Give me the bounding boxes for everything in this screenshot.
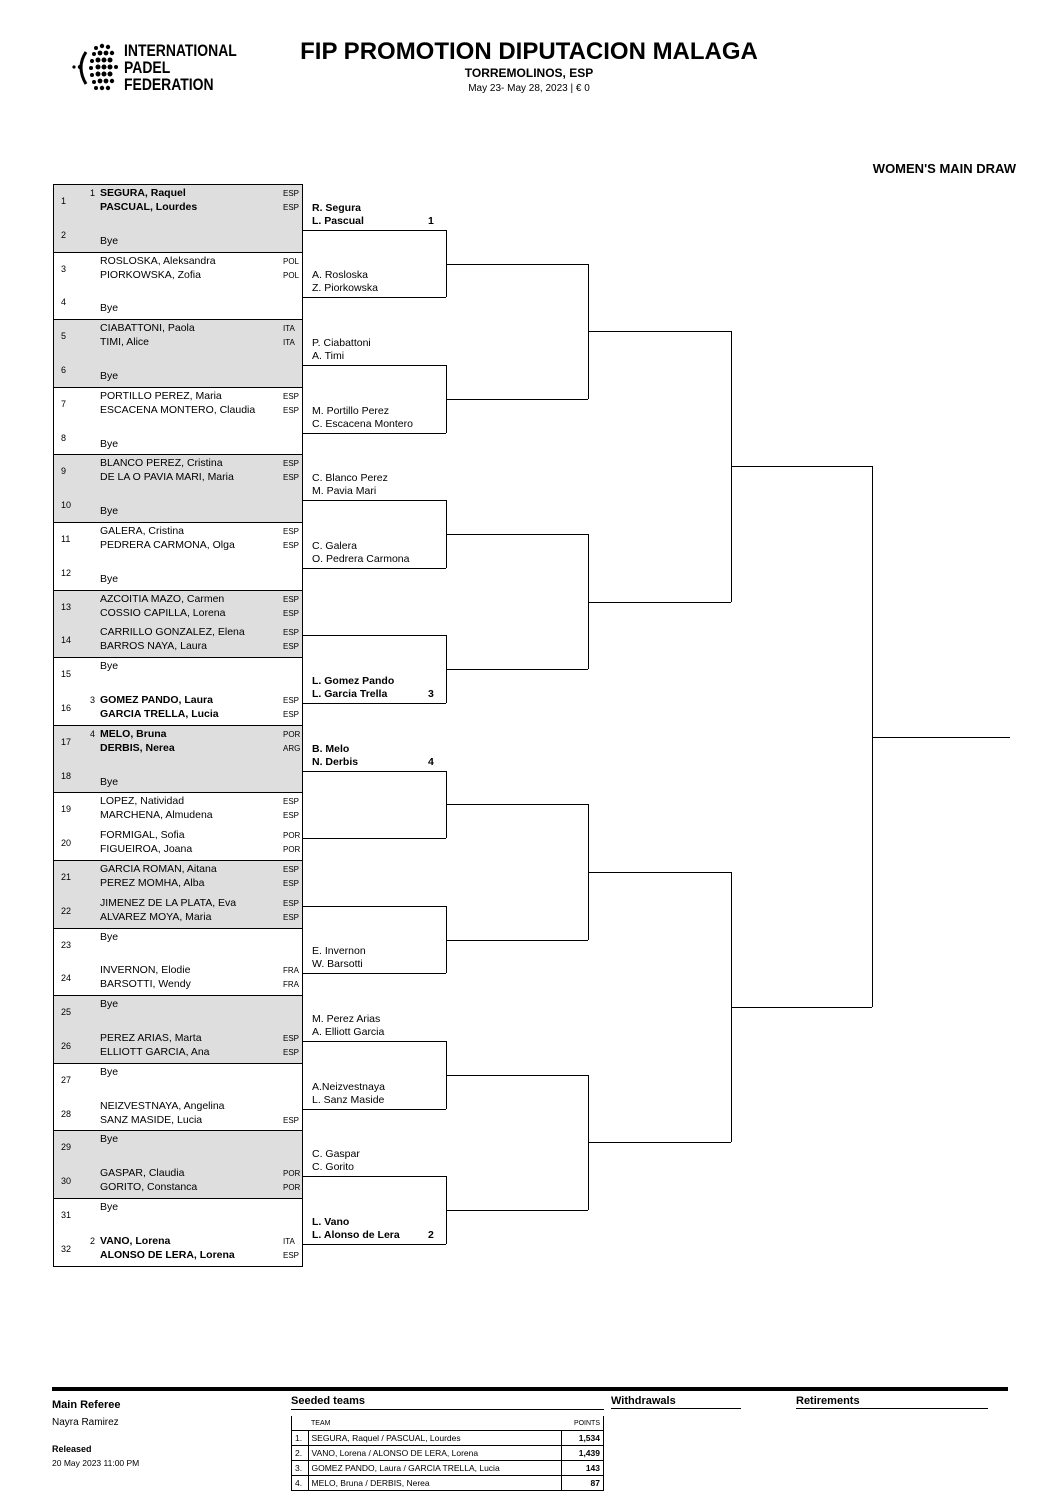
round1-seed: 3	[428, 688, 434, 700]
player-name: BLANCO PEREZ, Cristina	[100, 457, 223, 470]
logo-line: PADEL	[124, 58, 171, 77]
country-code: ESP	[283, 391, 300, 401]
player-name: Bye	[100, 1133, 119, 1146]
draw-position: 30	[61, 1176, 72, 1187]
draw-position: 29	[61, 1142, 72, 1153]
round1-team-line: A. Timi	[312, 350, 345, 362]
player-name: Bye	[100, 775, 119, 788]
round1-seed: 2	[428, 1228, 434, 1241]
draw-position: 23	[61, 939, 72, 950]
country-code: ESP	[283, 865, 300, 874]
seed-number: 1	[90, 188, 96, 198]
player-name: Bye	[100, 660, 119, 673]
draw-position: 6	[61, 365, 67, 375]
country-code: ITA	[283, 324, 295, 334]
draw-position: 13	[61, 601, 72, 612]
player-name: Bye	[100, 437, 119, 450]
draw-position: 11	[61, 534, 71, 544]
country-code: ESP	[283, 203, 300, 212]
country-code: ESP	[283, 541, 300, 550]
draw-position: 4	[61, 297, 67, 308]
country-code: ESP	[283, 642, 300, 652]
player-name: Bye	[100, 302, 119, 315]
player-name: DE LA O PAVIA MARI, Maria	[100, 471, 234, 484]
bracket-line	[303, 838, 446, 839]
country-code: ESP	[283, 594, 300, 604]
seed-number: 4	[90, 728, 96, 739]
seed-number: 3	[90, 695, 96, 705]
bracket-line	[303, 500, 446, 501]
retirements-label: Retirements	[796, 1395, 860, 1407]
draw-position: 32	[61, 1243, 72, 1254]
player-name: PEREZ ARIAS, Marta	[100, 1032, 202, 1044]
bracket-line	[446, 1075, 588, 1076]
tournament-location: TORREMOLINOS, ESP	[464, 66, 594, 80]
player-name: ESCACENA MONTERO, Claudia	[100, 403, 256, 416]
bracket-line	[303, 703, 446, 704]
round1-team-line: A. Elliott Garcia	[312, 1026, 385, 1038]
player-name: TIMI, Alice	[100, 336, 150, 349]
round1-team-line: M. Perez Arias	[312, 1013, 381, 1025]
country-code: ITA	[283, 338, 295, 348]
bracket-line	[303, 1244, 446, 1245]
round1-team-line: C. Blanco Perez	[312, 472, 388, 485]
draw-position: 17	[61, 736, 72, 747]
seeded-points: 87	[561, 1476, 603, 1491]
country-code: POR	[283, 729, 301, 739]
country-code: ESP	[283, 473, 300, 483]
bracket-line	[588, 1142, 731, 1143]
country-code: ESP	[283, 811, 300, 821]
draw-position: 10	[61, 500, 72, 511]
bracket-line	[303, 230, 446, 231]
player-name: Bye	[100, 998, 119, 1011]
player-name: GALERA, Cristina	[100, 525, 185, 537]
player-name: AZCOITIA MAZO, Carmen	[100, 592, 225, 605]
country-code: ITA	[283, 1236, 295, 1246]
country-code: POR	[283, 1183, 301, 1193]
bracket-line	[446, 264, 588, 265]
footer-rule	[52, 1387, 1008, 1391]
bracket-line	[303, 973, 446, 974]
player-name: COSSIO CAPILLA, Lorena	[100, 606, 226, 619]
country-code: ESP	[283, 797, 300, 807]
draw-position: 26	[61, 1041, 72, 1051]
draw-position: 31	[61, 1210, 72, 1220]
draw-position: 20	[61, 838, 72, 849]
player-name: Bye	[100, 234, 119, 247]
seeded-header-row	[292, 1416, 604, 1431]
country-code: ESP	[283, 898, 300, 908]
player-name: Bye	[100, 370, 119, 382]
round1-team-line: E. Invernon	[312, 945, 366, 958]
round1-team-line: L. Pascual	[312, 214, 364, 227]
bracket-line	[303, 365, 446, 366]
seeded-header-team: TEAM	[311, 1419, 331, 1427]
country-code: ESP	[283, 1034, 300, 1043]
player-name: BARROS NAYA, Laura	[100, 640, 207, 653]
bracket-line	[731, 1007, 872, 1008]
seeded-rank: 1.	[292, 1431, 309, 1446]
round1-team-line: C. Gaspar	[312, 1148, 360, 1161]
seeded-label: Seeded teams	[291, 1395, 365, 1407]
draw-position: 18	[61, 770, 72, 781]
country-code: POR	[283, 1169, 301, 1179]
bracket-line	[303, 1176, 446, 1177]
draw-position: 25	[61, 1007, 72, 1018]
country-code: ESP	[283, 405, 300, 415]
country-code: ESP	[283, 710, 300, 719]
player-name: GORITO, Constanca	[100, 1181, 198, 1194]
bracket-line	[446, 804, 588, 805]
bracket-line	[588, 872, 731, 873]
player-name: GARCIA TRELLA, Lucia	[100, 708, 219, 720]
player-name: ELLIOTT GARCIA, Ana	[100, 1046, 210, 1058]
seeded-points: 1,534	[561, 1431, 603, 1446]
bracket-line	[303, 1041, 446, 1042]
referee-name: Nayra Ramirez	[52, 1417, 119, 1428]
player-name: Bye	[100, 1201, 119, 1213]
bracket-line	[303, 1109, 446, 1110]
bracket-line	[303, 433, 446, 434]
player-name: ROSLOSKA, Aleksandra	[100, 254, 216, 267]
draw-position: 19	[61, 804, 72, 815]
player-name: PEDRERA CARMONA, Olga	[100, 539, 235, 551]
round1-team-line: B. Melo	[312, 742, 350, 755]
country-code: ESP	[283, 527, 300, 536]
draw-name: WOMEN'S MAIN DRAW	[872, 161, 1016, 176]
player-name: SEGURA, Raquel	[100, 187, 186, 199]
round1-team-line: L. Vano	[312, 1215, 350, 1228]
logo-line: INTERNATIONAL	[124, 41, 237, 60]
country-code: POL	[283, 270, 300, 280]
withdrawals-label: Withdrawals	[611, 1395, 676, 1407]
player-name: Bye	[100, 572, 119, 585]
player-name: CIABATTONI, Paola	[100, 322, 195, 335]
bracket-line	[446, 399, 588, 400]
bracket-line	[446, 940, 588, 941]
retirements-rule	[796, 1408, 988, 1409]
country-code: FRA	[283, 966, 299, 976]
country-code: ESP	[283, 628, 300, 638]
draw-position: 2	[61, 229, 67, 240]
bracket-line	[303, 297, 446, 298]
country-code: ESP	[283, 1250, 300, 1260]
tournament-title: FIP PROMOTION DIPUTACION MALAGA	[300, 38, 758, 65]
round1-team-line: M. Pavia Mari	[312, 485, 377, 498]
country-code: ESP	[283, 696, 300, 705]
seeded-row	[292, 1476, 604, 1491]
player-name: Bye	[100, 930, 119, 943]
draw-position: 3	[61, 263, 67, 274]
bracket-line	[303, 635, 446, 636]
country-code: FRA	[283, 980, 299, 990]
player-name: PIORKOWSKA, Zofia	[100, 268, 201, 281]
round1-team-line: N. Derbis	[312, 755, 359, 768]
draw-position: 16	[61, 703, 72, 713]
draw-position: 9	[61, 466, 67, 477]
round1-team-line: O. Pedrera Carmona	[312, 552, 410, 565]
bracket-line	[872, 737, 1010, 738]
tournament-dates: May 23- May 28, 2023 | € 0	[468, 83, 590, 94]
bracket-line	[446, 534, 588, 535]
draw-position: 14	[61, 635, 72, 646]
country-code: ESP	[283, 459, 300, 469]
seeded-team: GOMEZ PANDO, Laura / GARCIA TRELLA, Lucia	[308, 1461, 561, 1476]
bracket-line	[731, 466, 872, 467]
player-name: MARCHENA, Almudena	[100, 809, 213, 822]
round1-team-line: L. Alonso de Lera	[312, 1228, 400, 1241]
round1-team-line: P. Ciabattoni	[312, 337, 371, 349]
player-name: SANZ MASIDE, Lucia	[100, 1113, 203, 1126]
player-name: GARCIA ROMAN, Aitana	[100, 863, 217, 875]
country-code: ESP	[283, 189, 300, 198]
seeded-team: VANO, Lorena / ALONSO DE LERA, Lorena	[308, 1446, 561, 1461]
seeded-rank: 2.	[292, 1446, 309, 1461]
seeded-rule	[291, 1409, 604, 1410]
player-name: NEIZVESTNAYA, Angelina	[100, 1099, 225, 1112]
player-name: PEREZ MOMHA, Alba	[100, 877, 205, 889]
seeded-row	[292, 1461, 604, 1476]
round1-seed: 1	[428, 214, 434, 227]
bracket-line	[588, 331, 731, 332]
seeded-row	[292, 1431, 604, 1446]
seeded-rank: 4.	[292, 1476, 309, 1491]
player-name: PORTILLO PEREZ, Maria	[100, 389, 222, 402]
bracket-line	[303, 771, 446, 772]
round1-team-line: C. Gorito	[312, 1161, 355, 1174]
released-label: Released	[52, 1444, 92, 1454]
player-name: GASPAR, Claudia	[100, 1167, 185, 1180]
player-name: CARRILLO GONZALEZ, Elena	[100, 626, 245, 639]
player-name: GOMEZ PANDO, Laura	[100, 694, 213, 706]
draw-position: 21	[61, 872, 72, 882]
seeded-table	[291, 1416, 604, 1491]
round1-team-line: Z. Piorkowska	[312, 282, 378, 295]
round1-team-line: C. Galera	[312, 539, 357, 552]
seeded-row	[292, 1446, 604, 1461]
referee-label: Main Referee	[52, 1399, 121, 1411]
player-name: FORMIGAL, Sofia	[100, 829, 185, 842]
draw-position: 27	[61, 1074, 72, 1085]
logo-line: FEDERATION	[124, 75, 214, 94]
draw-position: 22	[61, 905, 72, 916]
country-code: POR	[283, 831, 301, 841]
round1-team-line: L. Sanz Maside	[312, 1093, 385, 1106]
seeded-rank: 3.	[292, 1461, 309, 1476]
player-name: Bye	[100, 505, 119, 518]
player-name: ALVAREZ MOYA, Maria	[100, 910, 212, 923]
country-code: ARG	[283, 743, 301, 753]
player-name: DERBIS, Nerea	[100, 741, 175, 754]
round1-team-line: A. Rosloska	[312, 269, 369, 282]
player-name: INVERNON, Elodie	[100, 964, 191, 977]
draw-position: 5	[61, 331, 67, 342]
country-code: ESP	[283, 1115, 300, 1125]
player-name: BARSOTTI, Wendy	[100, 978, 191, 991]
draw-position: 12	[61, 567, 72, 578]
player-name: Bye	[100, 1065, 119, 1078]
seed-number: 2	[90, 1235, 96, 1246]
player-name: PASCUAL, Lourdes	[100, 201, 198, 213]
seeded-team: SEGURA, Raquel / PASCUAL, Lourdes	[308, 1431, 561, 1446]
bracket-line	[303, 906, 446, 907]
player-name: LOPEZ, Natividad	[100, 795, 185, 808]
seeded-header-points: POINTS	[561, 1416, 603, 1431]
draw-position: 24	[61, 973, 72, 984]
bracket-line	[446, 1210, 588, 1211]
bracket-line	[446, 669, 588, 670]
player-name: MELO, Bruna	[100, 727, 167, 740]
country-code: POL	[283, 256, 300, 266]
player-name: ALONSO DE LERA, Lorena	[100, 1248, 235, 1261]
seeded-points: 1,439	[561, 1446, 603, 1461]
bracket-line	[588, 602, 731, 603]
country-code: POR	[283, 845, 301, 855]
draw-position: 28	[61, 1108, 72, 1119]
withdrawals-rule	[611, 1408, 741, 1409]
player-name: VANO, Lorena	[100, 1234, 171, 1247]
draw-position: 7	[61, 398, 67, 409]
round1-team-line: W. Barsotti	[312, 958, 363, 971]
round1-seed: 4	[428, 755, 434, 768]
country-code: ESP	[283, 608, 300, 618]
released-date: 20 May 2023 11:00 PM	[52, 1458, 140, 1468]
country-code: ESP	[283, 912, 300, 922]
bracket-line	[303, 568, 446, 569]
country-code: ESP	[283, 1048, 300, 1057]
draw-position: 8	[61, 432, 67, 443]
round1-team-line: M. Portillo Perez	[312, 404, 390, 417]
draw-position: 15	[61, 669, 72, 680]
player-name: JIMENEZ DE LA PLATA, Eva	[100, 896, 237, 909]
seeded-points: 143	[561, 1461, 603, 1476]
round1-team-line: L. Gomez Pando	[312, 675, 395, 687]
player-name: FIGUEIROA, Joana	[100, 843, 193, 856]
round1-team-line: R. Segura	[312, 201, 362, 214]
round1-team-line: C. Escacena Montero	[312, 417, 413, 430]
seeded-team: MELO, Bruna / DERBIS, Nerea	[308, 1476, 561, 1491]
country-code: ESP	[283, 879, 300, 888]
draw-position: 1	[61, 196, 67, 206]
round1-team-line: L. Garcia Trella	[312, 688, 388, 700]
round1-team-line: A.Neizvestnaya	[312, 1080, 385, 1093]
